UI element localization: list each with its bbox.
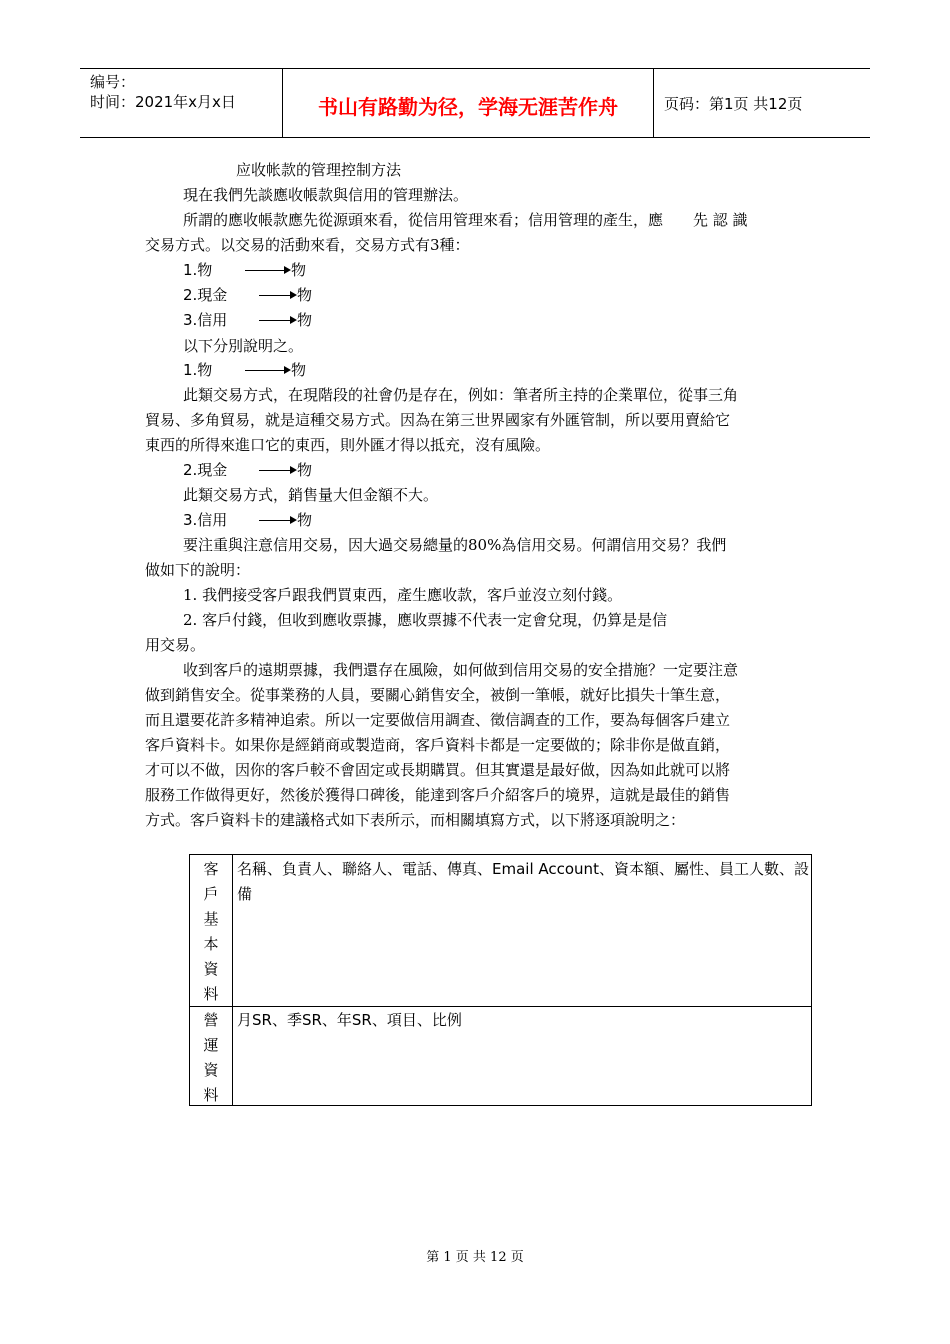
time-label: 时间：2021年x月x日 <box>90 93 236 111</box>
paragraph-line: 東西的所得來進口它的東西，則外匯才得以抵充，沒有風險。 <box>145 436 551 454</box>
document-title: 应收帐款的管理控制方法 <box>236 161 402 179</box>
arrow-icon <box>245 360 291 380</box>
paragraph-line: 做到銷售安全。從事業務的人員，要關心銷售安全，被倒一筆帳，就好比損失十筆生意， <box>145 686 731 704</box>
paragraph-line: 交易方式。以交易的活動來看，交易方式有3種： <box>145 236 470 254</box>
arrow-icon <box>259 285 297 305</box>
trade-mode-item: 2.現金 物 <box>183 286 313 304</box>
paragraph-line: 客戶資料卡。如果你是經銷商或製造商，客戶資料卡都是一定要做的；除非你是做直銷， <box>145 736 731 754</box>
paragraph-line: 此類交易方式，銷售量大但金額不大。 <box>183 486 439 504</box>
arrow-icon <box>259 510 297 530</box>
paragraph-line: 貿易、多角貿易，就是這種交易方式。因為在第三世界國家有外匯管制，所以要用賣給它 <box>145 411 731 429</box>
table-row-label: 營 運 資 料 <box>203 1011 219 1104</box>
table-divider <box>190 1006 811 1007</box>
paragraph-line: 才可以不做，因你的客戶較不會固定或長期購買。但其實還是最好做，因為如此就可以將 <box>145 761 731 779</box>
motto: 书山有路勤为径，学海无涯苦作舟 <box>318 95 618 119</box>
arrow-icon <box>245 260 291 280</box>
section-heading: 1.物 物 <box>183 361 307 379</box>
table-row-label: 客 戶 基 本 資 料 <box>203 860 219 1003</box>
trade-mode-item: 3.信用 物 <box>183 311 313 329</box>
customer-data-table <box>189 854 812 1106</box>
page-header <box>80 68 870 138</box>
table-divider <box>232 855 233 1105</box>
explain-intro: 以下分別說明之。 <box>183 337 304 355</box>
paragraph-line: 要注重與注意信用交易，因大過交易總量的80%為信用交易。何謂信用交易？我們 <box>183 536 727 554</box>
page-label: 页码：第1页 共12页 <box>664 95 803 113</box>
paragraph-line: 服務工作做得更好，然後於獲得口碑後，能達到客戶介紹客戶的境界，這就是最佳的銷售 <box>145 786 731 804</box>
intro-paragraph: 現在我們先談應收帳款與信用的管理辦法。 <box>183 186 469 204</box>
code-label: 编号： <box>90 73 136 91</box>
page-footer: 第 1 页 共 12 页 <box>426 1250 524 1265</box>
list-item: 2. 客戶付錢，但收到應收票據，應收票據不代表一定會兌現，仍算是是信 <box>183 611 668 629</box>
table-row-content: 月SR、季SR、年SR、項目、比例 <box>237 1011 462 1029</box>
header-motto-cell <box>283 69 654 137</box>
paragraph-line: 此類交易方式，在現階段的社會仍是存在，例如：筆者所主持的企業單位，從事三角 <box>183 386 739 404</box>
list-item: 1. 我們接受客戶跟我們買東西，產生應收款，客戶並沒立刻付錢。 <box>183 586 623 604</box>
table-row-content: 名稱、負責人、聯絡人、電話、傳真、Email Account、資本額、屬性、員工人數、設備 <box>237 860 809 903</box>
paragraph-line: 收到客戶的遠期票據，我們還存在風險，如何做到信用交易的安全措施？一定要注意 <box>183 661 739 679</box>
paragraph-line: 方式。客戶資料卡的建議格式如下表所示，而相關填寫方式，以下將逐項說明之： <box>145 811 686 829</box>
arrow-icon <box>259 310 297 330</box>
arrow-icon <box>259 460 297 480</box>
section-heading: 2.現金 物 <box>183 461 313 479</box>
trade-mode-item: 1.物 物 <box>183 261 307 279</box>
header-page-cell <box>654 69 870 137</box>
header-info-cell <box>80 69 283 137</box>
section-heading: 3.信用 物 <box>183 511 313 529</box>
paragraph-line: 所謂的應收帳款應先從源頭來看，從信用管理來看；信用管理的產生，應 先 認 識 <box>183 211 748 229</box>
paragraph-line: 而且還要花許多精神追索。所以一定要做信用調查、徵信調查的工作，要為每個客戶建立 <box>145 711 731 729</box>
paragraph-line: 用交易。 <box>145 636 206 654</box>
paragraph-line: 做如下的說明： <box>145 561 251 579</box>
